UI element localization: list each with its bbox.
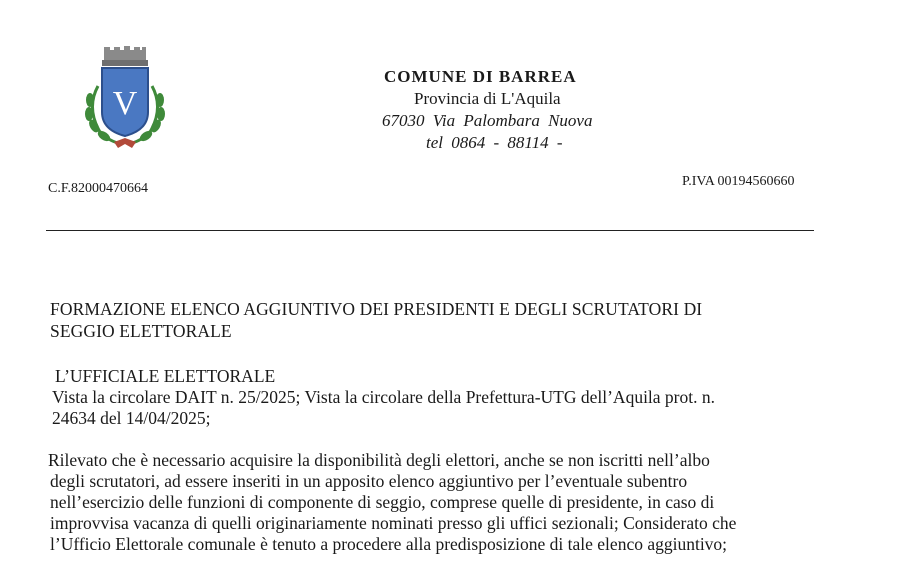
codice-fiscale: C.F.82000470664 <box>48 181 149 196</box>
telephone: tel 0864 - 88114 - <box>426 133 563 152</box>
vista-line-2: 24634 del 14/04/2025; <box>52 408 211 428</box>
title-line-1: FORMAZIONE ELENCO AGGIUNTIVO DEI PRESIDENTI E DEGLI SCRUTATORI DI <box>50 299 703 319</box>
body-line: Rilevato che è necessario acquisire la disponibilità degli elettori, anche se non iscritti nell’albo <box>48 450 710 470</box>
body-paragraph <box>50 450 850 555</box>
crest-letter: V <box>112 85 138 122</box>
body-line: l’Ufficio Elettorale comunale è tenuto a procedere alla predisposizione di tale elenco aggiuntivo; <box>50 534 728 554</box>
partita-iva: P.IVA 00194560660 <box>682 174 795 189</box>
body-line: nell’esercizio delle funzioni di componente di seggio, comprese quelle di presidente, in caso di <box>50 492 715 512</box>
document-title <box>50 298 810 342</box>
address: 67030 Via Palombara Nuova <box>382 111 593 130</box>
municipality-header <box>380 66 620 154</box>
officer-heading: L’UFFICIALE ELETTORALE <box>55 366 276 386</box>
body-line: degli scrutatori, ad essere inseriti in un apposito elenco aggiuntivo per l’eventuale subentro <box>50 471 688 491</box>
header-divider <box>46 230 814 231</box>
provincia: Provincia di L'Aquila <box>414 89 561 108</box>
officer-section <box>52 366 855 429</box>
comune-name: COMUNE DI BARREA <box>384 67 577 86</box>
body-line: improvvisa vacanza di quelli originariamente nominati presso gli uffici sezionali; Considerato che <box>50 513 737 533</box>
municipal-crest-icon <box>80 46 170 150</box>
title-line-2: SEGGIO ELETTORALE <box>50 321 232 341</box>
vista-line-1: Vista la circolare DAIT n. 25/2025; Vista la circolare della Prefettura-UTG dell’Aquila prot. n. <box>52 387 716 407</box>
